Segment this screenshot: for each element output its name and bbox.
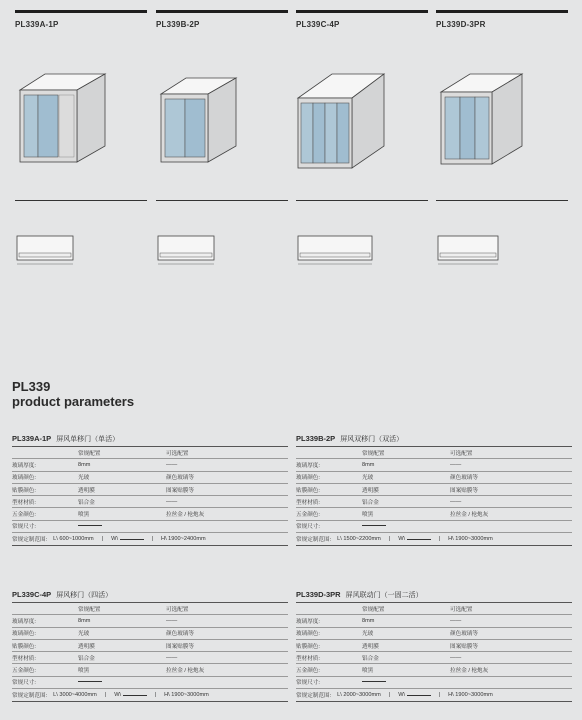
table-row [296,628,572,640]
range-l: L\ 2000~3000mm [337,692,381,699]
row-label: 常规尺寸: [12,680,36,687]
table-row [296,472,572,484]
table-row [12,640,288,652]
row-label: 贴膜颜色: [296,643,320,650]
opt-value: 拉丝金 / 枪炮灰 [166,668,205,675]
table-row [12,446,288,459]
std-value: 喷黑 [362,668,374,675]
spec-code: PL339D-3PR [296,590,341,599]
range-h: H\ 1900~2400mm [161,536,206,543]
blank-line [362,681,386,682]
floor-plan-drawing [296,230,428,270]
table-row [12,521,288,533]
divider [436,200,568,201]
range-w: W\ [398,692,406,699]
opt-value: 拉丝金 / 枪炮灰 [166,512,205,519]
opt-header: 可选配置 [166,450,189,457]
std-value: 光玻 [362,631,374,638]
table-row [296,484,572,496]
row-label: 型材材质: [12,655,36,662]
shower-iso-drawing [15,60,147,170]
blank-line [78,681,102,682]
std-header: 常规配置 [362,606,385,613]
row-label: 贴膜颜色: [12,487,36,494]
opt-value: —— [450,461,462,468]
table-row [12,602,288,615]
table-row [296,615,572,627]
opt-value: 拉丝金 / 枪炮灰 [450,668,489,675]
model-code: PL339D-3PR [436,20,486,29]
row-label: 型材材质: [12,499,36,506]
opt-value: —— [166,461,178,468]
row-label: 常规尺寸: [296,524,320,531]
opt-header: 可选配置 [166,606,189,613]
spec-code: PL339A-1P [12,434,52,443]
row-label: 常规尺寸: [296,680,320,687]
std-value: 透明膜 [78,643,95,650]
opt-value: 拉丝金 / 枪炮灰 [450,512,489,519]
row-label: 玻璃颜色: [12,475,36,482]
range-l: L\ 600~1000mm [53,536,94,543]
std-value: 喷黑 [362,512,374,519]
range-row: 常规定制范围: L\ 600~1000mm | W\ | H\ 1900~2400mm [12,533,288,546]
std-value: 透明膜 [78,487,95,494]
table-row [296,496,572,508]
table-row [12,615,288,627]
title-subtitle: product parameters [12,394,135,409]
row-label: 五金颜色: [296,668,320,675]
spec-name: 屏风移门（四活） [56,592,113,599]
opt-value: —— [166,617,178,624]
row-label: 常规定制范围: [296,693,332,700]
std-value: 铝合金 [362,499,379,506]
row-label: 玻璃厚度: [12,462,36,469]
std-header: 常规配置 [78,606,101,613]
section-title [12,379,134,409]
opt-value: 图案贴膜等 [450,487,478,494]
table-row [12,628,288,640]
spec-name: 屏风双移门（双活） [340,436,404,443]
table-row [296,664,572,676]
table-row [296,521,572,533]
std-value: 铝合金 [362,655,379,662]
std-value: 铝合金 [78,499,95,506]
row-label: 玻璃颜色: [296,475,320,482]
model-code: PL339A-1P [15,20,59,29]
range-l: L\ 1500~2200mm [337,536,381,543]
table-row [296,640,572,652]
shower-iso-drawing [436,60,568,170]
header-bar [296,10,428,13]
header-bar [156,10,288,13]
spec-name: 屏风单移门（单活） [56,436,120,443]
std-value: 透明膜 [362,643,379,650]
divider [296,200,428,201]
range-w: W\ [111,536,119,543]
model-column-d [436,0,568,29]
std-value: 光玻 [362,475,374,482]
model-column-a [15,0,147,29]
row-label: 五金颜色: [296,512,320,519]
table-row [296,602,572,615]
range-row: 常规定制范围: L\ 3000~4000mm | W\ | H\ 1900~3000mm [12,689,288,702]
std-value: 8mm [362,617,375,624]
range-h: H\ 1900~3000mm [448,536,493,543]
row-label: 贴膜颜色: [12,643,36,650]
table-row [12,484,288,496]
spec-code: PL339C-4P [12,590,52,599]
range-h: H\ 1900~3000mm [448,692,493,699]
table-row [296,446,572,459]
table-row [12,677,288,689]
opt-value: 图案贴膜等 [166,487,194,494]
table-row [12,652,288,664]
opt-header: 可选配置 [450,450,473,457]
opt-value: 颜色玻璃等 [166,475,194,482]
std-value: 光玻 [78,631,90,638]
row-label: 五金颜色: [12,512,36,519]
blank-line [78,525,102,526]
floor-plan-drawing [15,230,147,270]
range-l: L\ 3000~4000mm [53,692,97,699]
model-code: PL339B-2P [156,20,200,29]
row-label: 常规定制范围: [12,693,48,700]
floor-plan-drawing [436,230,568,270]
table-row [12,496,288,508]
std-value: 喷黑 [78,668,90,675]
std-value: 透明膜 [362,487,379,494]
opt-header: 可选配置 [450,606,473,613]
row-label: 五金颜色: [12,668,36,675]
divider [15,200,147,201]
row-label: 常规定制范围: [12,537,48,544]
opt-value: 图案贴膜等 [450,643,478,650]
shower-iso-drawing [156,60,288,170]
row-label: 贴膜颜色: [296,487,320,494]
row-label: 玻璃厚度: [12,618,36,625]
row-label: 玻璃颜色: [296,631,320,638]
row-label: 常规定制范围: [296,537,332,544]
blank-line [362,525,386,526]
std-value: 光玻 [78,475,90,482]
opt-value: —— [450,617,462,624]
spec-code: PL339B-2P [296,434,336,443]
std-value: 8mm [78,461,91,468]
opt-value: —— [450,654,462,661]
opt-value: —— [166,654,178,661]
std-value: 8mm [78,617,91,624]
range-row: 常规定制范围: L\ 2000~3000mm | W\ | H\ 1900~3000mm [296,689,572,702]
floor-plan-drawing [156,230,288,270]
row-label: 型材材质: [296,499,320,506]
table-row [12,508,288,520]
std-value: 喷黑 [78,512,90,519]
opt-value: —— [166,498,178,505]
spec-table-b [296,434,572,546]
table-row [296,677,572,689]
table-row [12,459,288,471]
divider [156,200,288,201]
std-value: 铝合金 [78,655,95,662]
spec-table-a [12,434,288,546]
model-column-b [156,0,288,29]
table-row [296,508,572,520]
range-w: W\ [398,536,406,543]
row-label: 玻璃颜色: [12,631,36,638]
header-bar [15,10,147,13]
range-h: H\ 1900~3000mm [164,692,209,699]
spec-table-c [12,590,288,702]
model-code: PL339C-4P [296,20,340,29]
std-header: 常规配置 [362,450,385,457]
table-row [12,472,288,484]
range-row: 常规定制范围: L\ 1500~2200mm | W\ | H\ 1900~3000mm [296,533,572,546]
row-label: 玻璃厚度: [296,618,320,625]
opt-value: —— [450,498,462,505]
row-label: 常规尺寸: [12,524,36,531]
range-w: W\ [114,692,122,699]
opt-value: 颜色玻璃等 [450,631,478,638]
spec-name: 屏风联动门（一固二活） [345,592,423,599]
std-value: 8mm [362,461,375,468]
spec-table-d [296,590,572,702]
table-row [296,459,572,471]
opt-value: 颜色玻璃等 [166,631,194,638]
row-label: 玻璃厚度: [296,462,320,469]
table-row [296,652,572,664]
shower-iso-drawing [296,60,428,170]
title-model: PL339 [12,379,51,394]
header-bar [436,10,568,13]
model-column-c [296,0,428,29]
opt-value: 图案贴膜等 [166,643,194,650]
row-label: 型材材质: [296,655,320,662]
table-row [12,664,288,676]
std-header: 常规配置 [78,450,101,457]
opt-value: 颜色玻璃等 [450,475,478,482]
